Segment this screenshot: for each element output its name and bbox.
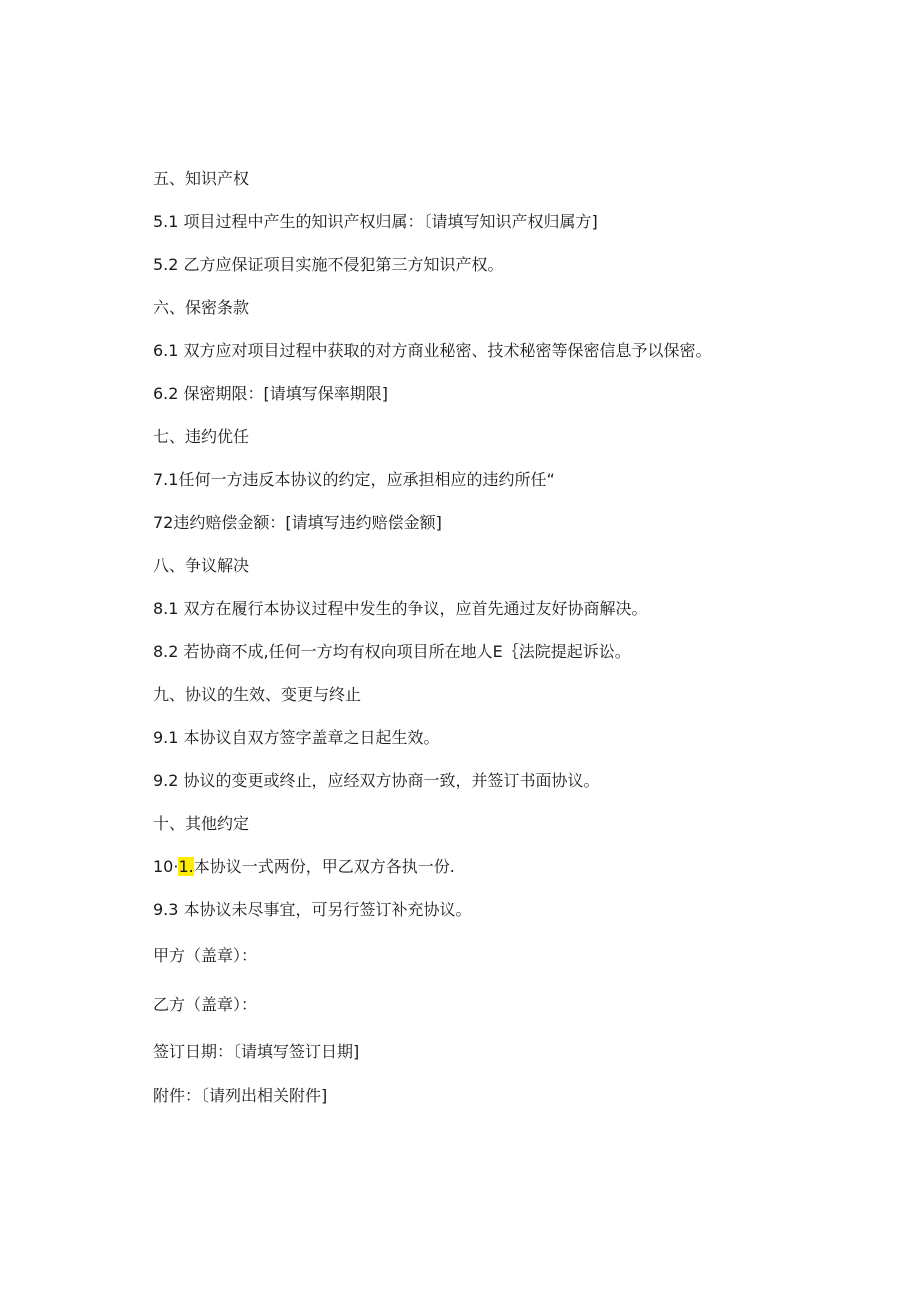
- clause-5-1: 5.1 项目过程中产生的知识产权归属：〔请填写知识产权归属方]: [153, 212, 598, 231]
- section-heading-9: 九、协议的生效、变更与终止: [153, 685, 362, 704]
- clause-10-1-text: 本协议一式两份，甲乙双方各执一份.: [193, 857, 455, 876]
- clause-10-1-prefix: 10·: [153, 857, 179, 876]
- clause-6-1: 6.1 双方应对项目过程中获取的对方商业秘密、技术秘密等保密信息予以保密。: [153, 341, 712, 360]
- clause-6-2: 6.2 保密期限：[请填写保率期限]: [153, 384, 389, 403]
- highlighted-text: 1.: [178, 857, 194, 876]
- clause-10-1: [153, 856, 455, 878]
- clause-7-1: 7.1任何一方违反本协议的约定，应承担相应的违约所任“: [153, 470, 555, 489]
- sign-date: 签订日期：〔请填写签订日期]: [153, 1042, 360, 1061]
- section-heading-8: 八、争议解决: [153, 556, 250, 575]
- clause-5-2: 5.2 乙方应保证项目实施不侵犯第三方知识产权。: [153, 255, 504, 274]
- section-heading-6: 六、保密条款: [153, 298, 250, 317]
- clause-8-2: 8.2 若协商不成,任何一方均有权向项目所在地人E｛法院提起诉讼。: [153, 642, 631, 661]
- clause-9-1: 9.1 本协议自双方签字盖章之日起生效。: [153, 728, 440, 747]
- section-heading-7: 七、违约优任: [153, 427, 250, 446]
- clause-7-2: 72违约赔偿金额：[请填写违约赔偿金额]: [153, 513, 442, 532]
- attachments: 附件：〔请列出相关附件]: [153, 1086, 328, 1105]
- section-heading-5: 五、知识产权: [153, 169, 250, 188]
- section-heading-10: 十、其他约定: [153, 814, 250, 833]
- party-b-signature: 乙方（盖章）：: [153, 995, 258, 1014]
- party-a-signature: 甲方（盖章）：: [153, 946, 258, 965]
- clause-9-3: 9.3 本协议未尽事宜，可另行签订补充协议。: [153, 900, 472, 919]
- clause-8-1: 8.1 双方在履行本协议过程中发生的争议，应首先通过友好协商解决。: [153, 599, 648, 618]
- clause-9-2: 9.2 协议的变更或终止，应经双方协商一致，并签订书面协议。: [153, 771, 600, 790]
